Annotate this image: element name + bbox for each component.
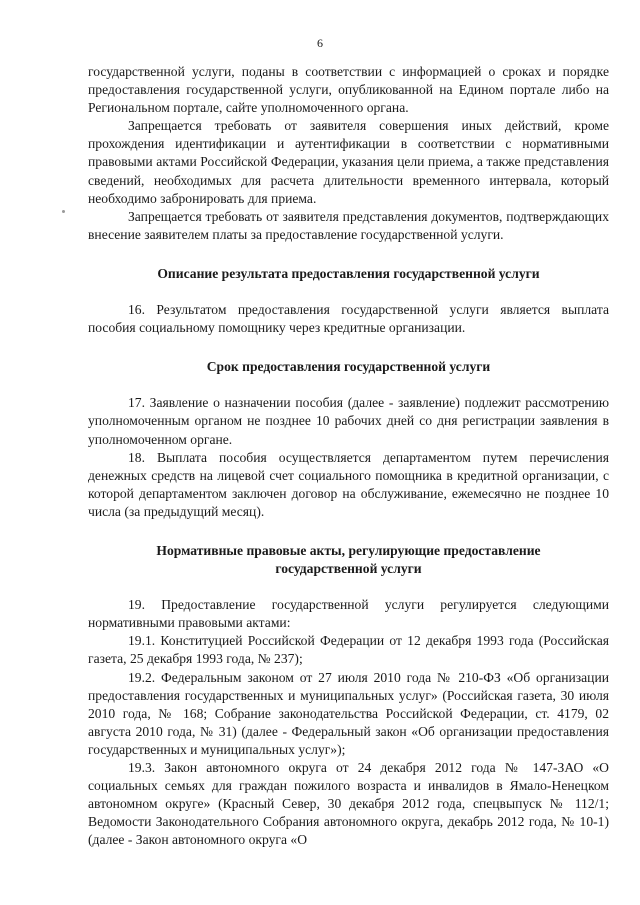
section-heading-term: Срок предоставления государственной услуги [206, 359, 491, 375]
spacer [88, 521, 609, 542]
section-heading-legal-acts-line1: Нормативные правовые акты, регулирующие предоставление [156, 542, 541, 558]
paragraph-18: 18. Выплата пособия осуществляется департаментом путем перечисления денежных средств на лицевой счет социального помощника в кредитной организации, с которой департаментом заключен договор на обслуживание, ежемесячно не позднее 10 числа (за предыдущий месяц). [88, 449, 609, 519]
spacer [88, 283, 609, 301]
paragraph-17: 17. Заявление о назначении пособия (далее - заявление) подлежит рассмотрению уполномоченным органом не позднее 10 рабочих дней со дня регистрации заявления в уполномоченном органе. [88, 395, 609, 447]
spacer [88, 376, 609, 394]
section-heading-legal-acts-line2: государственной услуги [275, 561, 422, 577]
section-heading-legal-acts [88, 542, 609, 578]
scan-speck [62, 210, 65, 213]
paragraph-prohibition-documents: Запрещается требовать от заявителя представления документов, подтверждающих внесение заявителем платы за предоставление государственной услуги. [88, 208, 609, 242]
paragraph-19-3: 19.3. Закон автономного округа от 24 декабря 2012 года № 147-ЗАО «О социальных семьях для граждан пожилого возраста и инвалидов в Ямало-Ненецком автономном округе» (Красный Север, 30 декабря 2012 года, спецвыпуск № 112/1; Ведомости Законодательного Собрания автономного округа, декабрь 2012 года, № 10-1) (далее - Закон автономного округа «О [88, 760, 609, 848]
paragraph-continuation: государственной услуги, поданы в соответствии с информацией о сроках и порядке предоставления государственной услуги, опубликованной на Едином портале либо на Региональном портале, сайте уполномоченного органа. [88, 64, 609, 116]
page-number: 6 [317, 36, 323, 50]
paragraph-prohibition-actions: Запрещается требовать от заявителя совершения иных действий, кроме прохождения идентификации и аутентификации в соответствии с нормативными правовыми актами Российской Федерации, указания цели приема, а также представления сведений, необходимых для расчета длительности временного интервала, который необходимо забронировать для приема. [88, 118, 609, 206]
spacer [88, 337, 609, 358]
paragraph-19: 19. Предоставление государственной услуги регулируется следующими нормативными правовыми актами: [88, 597, 609, 631]
paragraph-16: 16. Результатом предоставления государственной услуги является выплата пособия социальному помощнику через кредитные организации. [88, 302, 609, 336]
paragraph-19-2: 19.2. Федеральным законом от 27 июля 2010 года № 210-ФЗ «Об организации предоставления государственных и муниципальных услуг» (Российская газета, 30 июля 2010 года, № 168; Собрание законодательства Российской Федерации, ст. 4179, 02 августа 2010 года, № 31) (далее - Федеральный закон «Об организации предоставления государственных и муниципальных услуг»); [88, 669, 609, 757]
section-heading-result: Описание результата предоставления государственной услуги [157, 265, 540, 281]
paragraph-19-1: 19.1. Конституцией Российской Федерации от 12 декабря 1993 года (Российская газета, 25 декабря 1993 года, № 237); [88, 633, 609, 667]
spacer [88, 578, 609, 596]
document-body [88, 63, 609, 849]
spacer [88, 244, 609, 265]
